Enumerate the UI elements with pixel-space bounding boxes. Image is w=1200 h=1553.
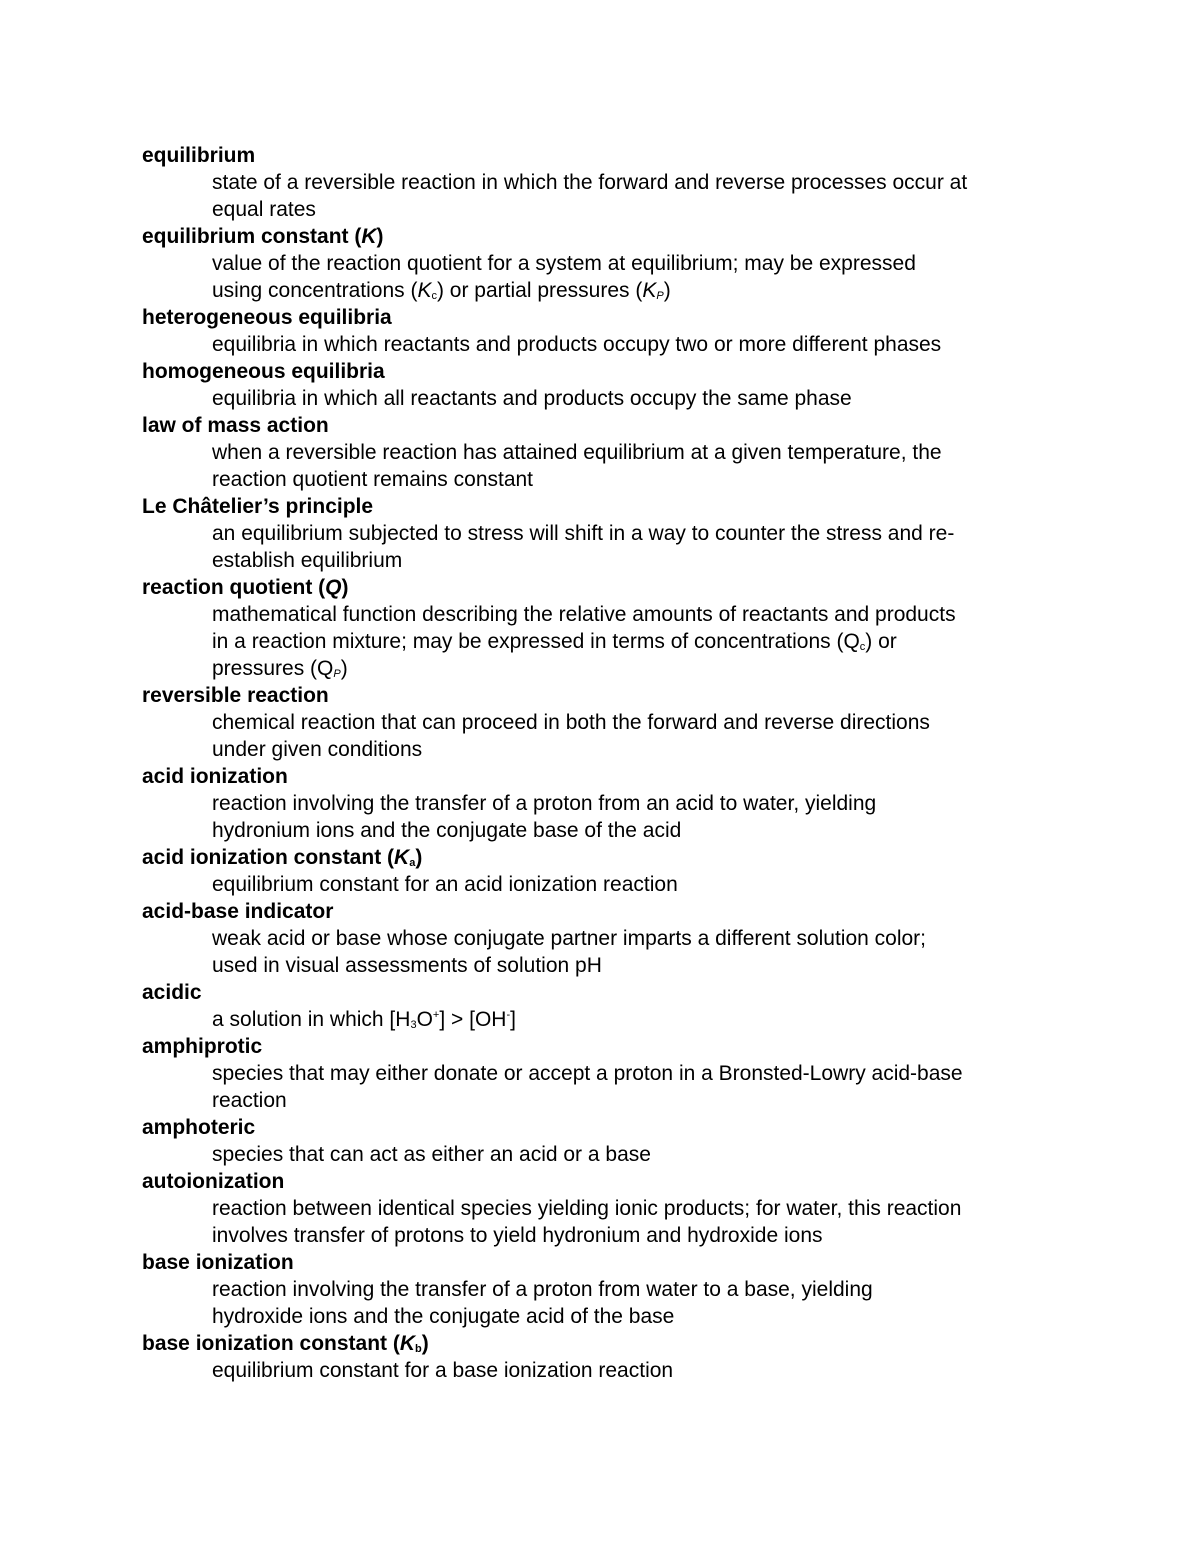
superscript-minus: - — [506, 1009, 511, 1021]
definition-line: chemical reaction that can proceed in both the forward and reverse directions — [212, 711, 930, 734]
term-symbol: K — [399, 1332, 416, 1355]
term-symbol: K — [361, 225, 377, 248]
term-acid-base-indicator: acid-base indicator — [142, 900, 334, 923]
term-acidic: acidic — [142, 981, 202, 1004]
definition-le-chateliers-principle — [212, 520, 1072, 574]
definition-text: in a reaction mixture; may be expressed in terms of concentrations (Q — [212, 630, 860, 653]
definition-equilibrium-constant — [212, 250, 1072, 304]
definition-text: ) or partial pressures ( — [436, 279, 643, 302]
glossary-entry-acidic — [142, 979, 1082, 1033]
glossary-entry-equilibrium — [142, 142, 1082, 223]
term-reaction-quotient — [142, 574, 1082, 601]
definition-line: under given conditions — [212, 738, 423, 761]
term-text: acid ionization constant ( — [142, 846, 395, 869]
term-symbol: Q — [325, 576, 342, 599]
superscript-plus: + — [432, 1009, 440, 1021]
glossary-entry-autoionization — [142, 1168, 1082, 1249]
definition-text: O — [416, 1008, 433, 1031]
subscript-p: P — [656, 290, 664, 302]
definition-amphiprotic — [212, 1060, 1072, 1114]
definition-text: using concentrations ( — [212, 279, 418, 302]
term-text: equilibrium constant ( — [142, 225, 362, 248]
term-homogeneous-equilibria: homogeneous equilibria — [142, 360, 385, 383]
definition-text: ) — [340, 657, 348, 680]
glossary-entry-equilibrium-constant — [142, 223, 1082, 304]
term-base-ionization-constant — [142, 1330, 1082, 1357]
definition-line: hydronium ions and the conjugate base of the acid — [212, 819, 682, 842]
definition-reaction-quotient — [212, 601, 1072, 682]
glossary-entry-law-of-mass-action — [142, 412, 1082, 493]
term-heterogeneous-equilibria: heterogeneous equilibria — [142, 306, 392, 329]
glossary-entry-homogeneous-equilibria — [142, 358, 1082, 412]
term-text: reaction quotient ( — [142, 576, 326, 599]
definition-base-ionization — [212, 1276, 1072, 1330]
definition-line: used in visual assessments of solution pH — [212, 954, 602, 977]
definition-reversible-reaction — [212, 709, 1072, 763]
term-text: ) — [341, 576, 349, 599]
definition-line: value of the reaction quotient for a system at equilibrium; may be expressed — [212, 252, 916, 275]
definition-line — [212, 628, 1072, 655]
term-base-ionization: base ionization — [142, 1251, 294, 1274]
definition-line: equilibria in which all reactants and products occupy the same phase — [212, 387, 852, 410]
definition-line: when a reversible reaction has attained equilibrium at a given temperature, the — [212, 441, 942, 464]
term-text: base ionization constant ( — [142, 1332, 400, 1355]
definition-autoionization — [212, 1195, 1072, 1249]
definition-line — [212, 1006, 1072, 1033]
glossary-entry-amphiprotic — [142, 1033, 1082, 1114]
definition-acidic — [212, 1006, 1072, 1033]
definition-amphoteric — [212, 1141, 1072, 1168]
definition-heterogeneous-equilibria — [212, 331, 1072, 358]
term-text: ) — [415, 846, 423, 869]
symbol-k: K — [642, 279, 657, 302]
subscript-a: a — [409, 857, 416, 869]
definition-line: reaction — [212, 1089, 287, 1112]
definition-line: reaction between identical species yielding ionic products; for water, this reaction — [212, 1197, 962, 1220]
definition-line — [212, 277, 1072, 304]
glossary-entry-acid-base-indicator — [142, 898, 1082, 979]
definition-text: pressures (Q — [212, 657, 334, 680]
term-law-of-mass-action: law of mass action — [142, 414, 329, 437]
definition-base-ionization-constant — [212, 1357, 1072, 1384]
term-text: ) — [376, 225, 384, 248]
term-amphoteric: amphoteric — [142, 1116, 256, 1139]
definition-line: weak acid or base whose conjugate partner imparts a different solution color; — [212, 927, 927, 950]
definition-line: hydroxide ions and the conjugate acid of the base — [212, 1305, 675, 1328]
term-amphiprotic: amphiprotic — [142, 1035, 263, 1058]
definition-text: ) — [663, 279, 671, 302]
definition-line: species that can act as either an acid or a base — [212, 1143, 651, 1166]
definition-text: ] > [OH — [439, 1008, 507, 1031]
definition-line: an equilibrium subjected to stress will shift in a way to counter the stress and re- — [212, 522, 955, 545]
definition-line: mathematical function describing the relative amounts of reactants and products — [212, 603, 956, 626]
subscript-b: b — [415, 1343, 422, 1355]
term-equilibrium-constant — [142, 223, 1082, 250]
definition-text: ] — [510, 1008, 516, 1031]
definition-equilibrium — [212, 169, 1072, 223]
definition-text: ) or — [865, 630, 897, 653]
definition-line: reaction involving the transfer of a proton from an acid to water, yielding — [212, 792, 877, 815]
term-equilibrium: equilibrium — [142, 144, 256, 167]
glossary-entry-amphoteric — [142, 1114, 1082, 1168]
glossary-entry-base-ionization-constant — [142, 1330, 1082, 1384]
definition-line: state of a reversible reaction in which the forward and reverse processes occur at — [212, 171, 968, 194]
glossary-entry-reaction-quotient — [142, 574, 1082, 682]
definition-line: equilibrium constant for a base ionization reaction — [212, 1359, 674, 1382]
definition-line: equilibrium constant for an acid ionization reaction — [212, 873, 678, 896]
definition-line: equilibria in which reactants and products occupy two or more different phases — [212, 333, 942, 356]
term-acid-ionization: acid ionization — [142, 765, 288, 788]
definition-line: reaction involving the transfer of a proton from water to a base, yielding — [212, 1278, 873, 1301]
subscript-p: P — [333, 668, 341, 680]
subscript-c: c — [859, 641, 866, 653]
term-acid-ionization-constant — [142, 844, 1082, 871]
glossary-entry-reversible-reaction — [142, 682, 1082, 763]
subscript-3: 3 — [410, 1019, 417, 1031]
definition-acid-ionization — [212, 790, 1072, 844]
term-le-chateliers-principle: Le Châtelier’s principle — [142, 495, 374, 518]
definition-law-of-mass-action — [212, 439, 1072, 493]
glossary-entry-le-chateliers-principle — [142, 493, 1082, 574]
definition-line — [212, 655, 1072, 682]
definition-text: a solution in which [H — [212, 1008, 411, 1031]
definition-line: reaction quotient remains constant — [212, 468, 534, 491]
glossary-entry-acid-ionization-constant — [142, 844, 1082, 898]
term-symbol: K — [394, 846, 410, 869]
symbol-k: K — [417, 279, 432, 302]
glossary-entry-base-ionization — [142, 1249, 1082, 1330]
definition-line: establish equilibrium — [212, 549, 403, 572]
definition-acid-ionization-constant — [212, 871, 1072, 898]
definition-homogeneous-equilibria — [212, 385, 1072, 412]
term-reversible-reaction: reversible reaction — [142, 684, 329, 707]
glossary-list — [142, 142, 1082, 1384]
subscript-c: c — [431, 290, 437, 302]
definition-line: involves transfer of protons to yield hydronium and hydroxide ions — [212, 1224, 823, 1247]
term-text: ) — [421, 1332, 429, 1355]
glossary-entry-heterogeneous-equilibria — [142, 304, 1082, 358]
glossary-entry-acid-ionization — [142, 763, 1082, 844]
definition-acid-base-indicator — [212, 925, 1072, 979]
term-autoionization: autoionization — [142, 1170, 285, 1193]
definition-line: equal rates — [212, 198, 316, 221]
definition-line: species that may either donate or accept a proton in a Bronsted-Lowry acid-base — [212, 1062, 963, 1085]
